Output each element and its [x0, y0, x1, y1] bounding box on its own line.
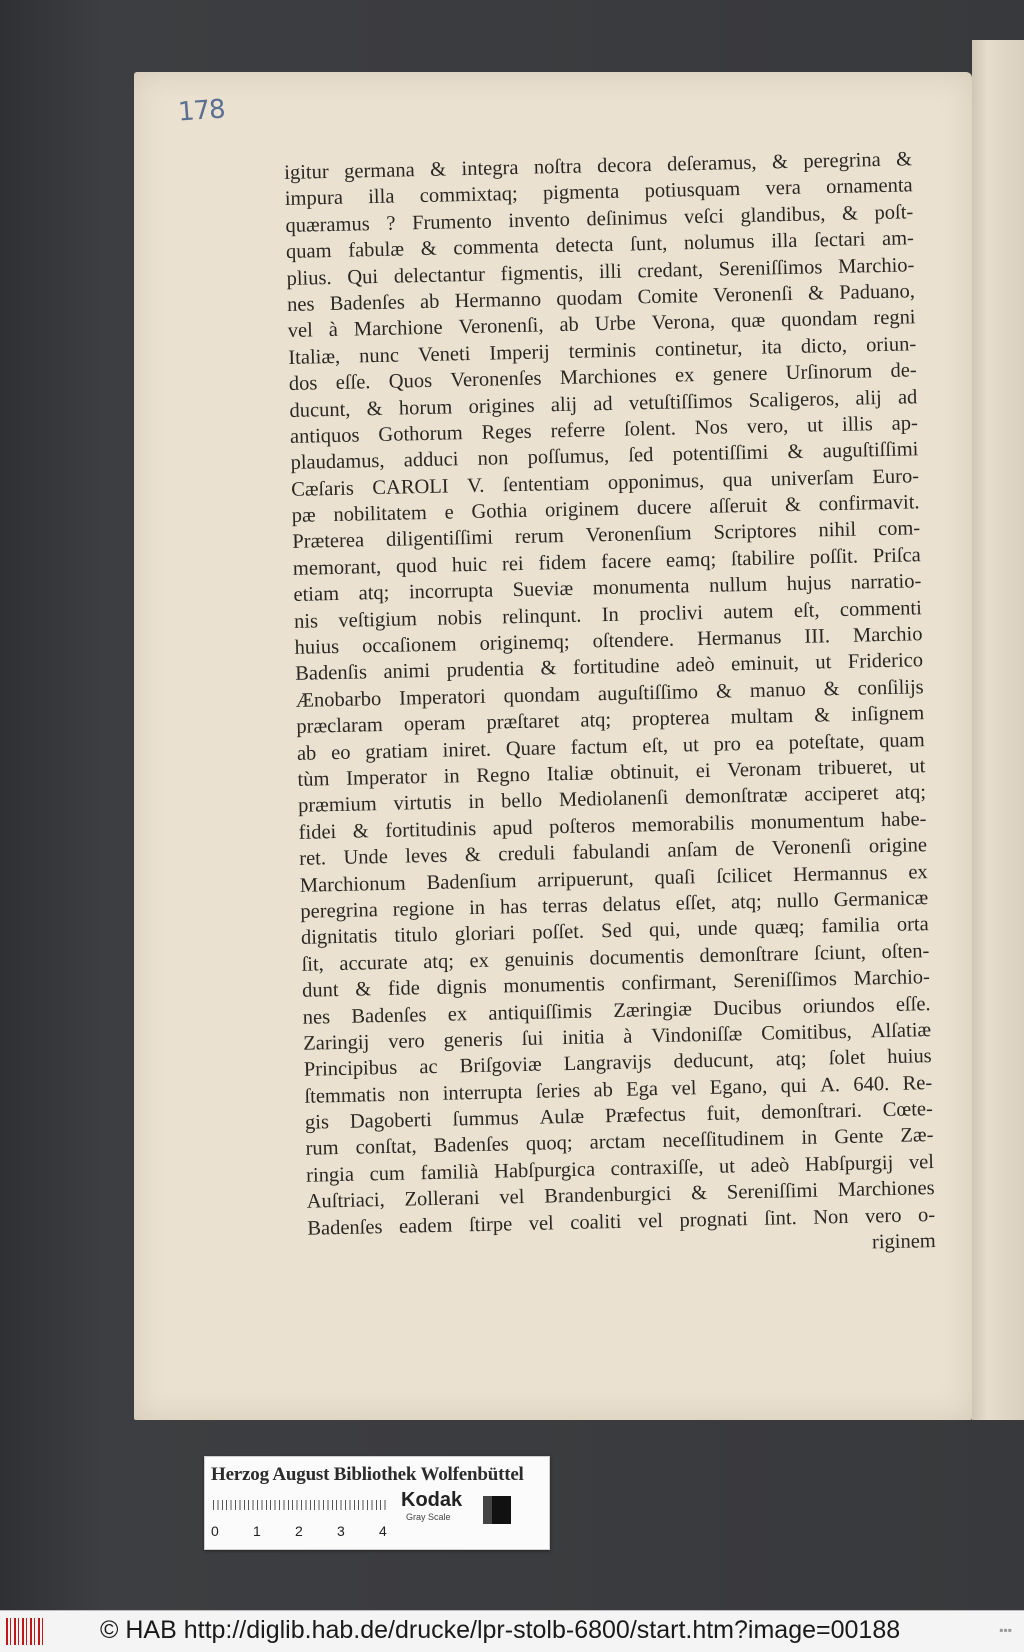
viewer-footer	[0, 1610, 1024, 1652]
ruler-tick-label: 3	[337, 1523, 345, 1539]
text-line: plaudamus, adduci non poſſumus, ſed potentiſſimi & auguſtiſſimi	[290, 438, 919, 475]
kodak-logo: Kodak	[401, 1489, 463, 1511]
text-line: plius. Qui delectantur figmentis, illi credant, Sereniſſimos Marchio-	[286, 253, 915, 290]
adjacent-page-edge	[972, 40, 1024, 1420]
text-line: Zaringij vero generis ſui initia à Vindoniſſæ Comitibus, Alſatiæ	[303, 1018, 932, 1055]
gray-swatch	[483, 1496, 511, 1524]
text-line: etiam atq; incorrupta Sueviæ monumenta nullum hujus narratio-	[293, 570, 922, 607]
text-line: memorant, quod huic rei fidem facere eamq; ſtabilire poſſit. Priſca	[292, 544, 921, 580]
text-line: fidei & fortitudinis apud poſteros memorabilis monumentum habe-	[298, 807, 927, 844]
source-url[interactable]: © HAB http://diglib.hab.de/drucke/lpr-stolb-6800/start.htm?image=00188	[100, 1616, 901, 1644]
text-line: ringia cum familià Habſpurgica contraxiſſe, ut adeò Habſpurgij vel	[305, 1150, 935, 1187]
text-line: Italiæ, nunc Veneti Imperij terminis continetur, ita dicto, oriun-	[288, 332, 917, 369]
text-line: Cæſaris CAROLI V. ſententiam opponimus, qua univerſam Euro-	[290, 464, 920, 501]
text-line: Marchionum Badenſium arripuerunt, quaſi ſcilicet Hermannus ex	[299, 860, 928, 897]
text-line: dunt & fide dignis monumentis confirmant, Sereniſſimos Marchio-	[301, 966, 931, 1002]
text-line: quæramus ? Frumento invento deſinimus veſci glandibus, & poſt-	[285, 201, 914, 237]
text-line: Badenſes eadem ſtirpe vel coaliti vel prognati ſint. Non vero o-	[307, 1203, 936, 1240]
text-line: ducunt, & horum origines alij ad vetuſtiſſimos Scaligeros, alij ad	[289, 385, 918, 422]
text-line: nes Badenſes ab Hermanno quodam Comite Veronenſi & Paduano,	[286, 280, 916, 316]
text-line: gis Dagoberti ſummus Aulæ Præfectus fuit, demonſtrari. Cœte-	[304, 1098, 934, 1134]
text-line: nis veſtigium nobis relinqunt. In proclivi autem eſt, commenti	[293, 596, 923, 633]
text-line: igitur germana & integra noſtra decora deſeramus, & peregrina &	[284, 148, 913, 184]
folio-number: 178	[177, 94, 226, 128]
ruler-tick-label: 4	[379, 1523, 387, 1539]
text-line: præmium virtutis in bello Mediolanenſi demonſtratæ acciperet atq;	[297, 781, 927, 818]
text-line: rum conſtat, Badenſes quoq; arctam neceſſitudinem in Gente Zæ-	[305, 1124, 934, 1161]
text-line: ab eo gratiam iniret. Quare factum eſt, ut pro ea poteſtate, quam	[296, 728, 925, 765]
text-line: quam fabulæ & commenta detecta ſunt, nolumus illa ſectari am-	[285, 227, 915, 264]
text-line: peregrina regione in has terras delatus eſſet, atq; nullo Germanicæ	[300, 887, 929, 923]
ruler-tick-label: 2	[295, 1523, 303, 1539]
text-line: pæ nobilitatem e Gothia originem ducere aſſeruit & confirmavit.	[291, 491, 920, 527]
catchword: riginem	[871, 1230, 936, 1254]
text-line: antiquos Gothorum Reges referre ſolent. Nos vero, ut illis ap-	[289, 412, 919, 448]
text-line: Badenſis animi prudentia & fortitudine adeò eminuit, ut Friderico	[294, 649, 924, 686]
measurement-ruler	[213, 1494, 389, 1522]
text-line: tùm Imperator in Regno Italiæ obtinuit, ei Veronam tribueret, ut	[297, 755, 926, 791]
body-text	[284, 146, 936, 1268]
text-line: ret. Unde leves & creduli fabulandi anſam de Veronenſi origine	[299, 834, 928, 870]
text-line: dos eſſe. Quos Veronenſes Marchiones ex genere Urſinorum de-	[288, 359, 917, 396]
text-line: Ænobarbo Imperatori quondam auguſtiſſimo & manuo & conſilijs	[295, 675, 924, 712]
text-line: vel à Marchione Veronenſi, ab Urbe Verona, quæ quondam regni	[287, 306, 916, 343]
library-name: Herzog August Bibliothek Wolfenbüttel	[211, 1464, 524, 1485]
text-line: impura illa commixtaq; pigmenta potiusquam vera ornamenta	[284, 174, 913, 211]
more-icon[interactable]: ▪▪▪	[999, 1623, 1012, 1637]
text-line: nes Badenſes ex antiquiſſimis Zæringiæ Ducibus oriundos eſſe.	[302, 992, 931, 1029]
gray-scale-caption: Gray Scale	[406, 1512, 451, 1522]
text-line: huius occaſionem originemq; oſtendere. Hermanus III. Marchio	[294, 623, 923, 659]
text-line: dignitatis titulo gloriari poſſet. Sed qui, unde quæq; familia orta	[300, 913, 929, 950]
text-line: Auſtriaci, Zollerani vel Brandenburgici & Sereniſſimi Marchiones	[306, 1177, 935, 1213]
document-page	[134, 72, 972, 1420]
text-line: Principibus ac Briſgoviæ Langravijs deducunt, atq; ſolet huius	[303, 1045, 932, 1082]
text-line: præclaram operam præſtaret atq; propterea multam & inſignem	[296, 702, 925, 739]
text-line: ſit, accurate atq; ex genuinis documentis demonſtrare ſciunt, oſten-	[301, 939, 930, 976]
text-line: ſtemmatis non interrupta ſeries ab Ega vel Egano, qui A. 640. Re-	[304, 1071, 933, 1108]
text-line: Præterea diligentiſſimi rerum Veronenſium Scriptores nihil com-	[292, 517, 921, 554]
ruler-tick-label: 0	[211, 1523, 219, 1539]
ruler-tick-label: 1	[253, 1523, 261, 1539]
hab-logo-icon	[6, 1618, 46, 1645]
color-calibration-label	[204, 1456, 550, 1550]
